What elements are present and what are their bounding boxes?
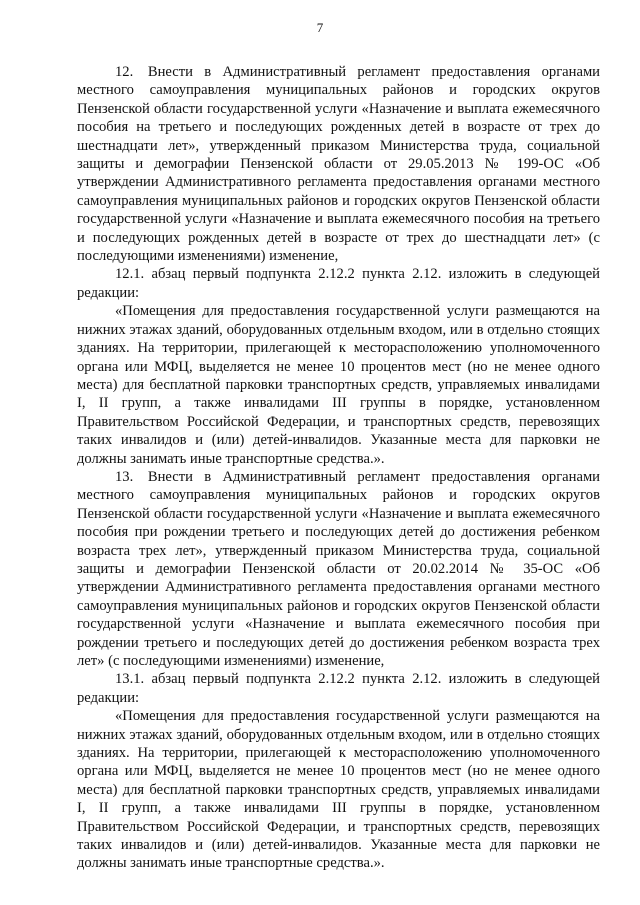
paragraph-item-13: 13. Внести в Административный регламент предоставления органами местного самоуправления муниципальных районов и городских округов Пензенской области государственной услуги «Назначение и выплата ежемесячного пособия при рождении третьего и последующих детей до достижения ребенком возраста трех лет», утвержденный приказом Министерства труда, социальной защиты и демографии Пензенской области от 20.02.2014 № 35-ОС «Об утверждении Административного регламента предоставления органами местного самоуправления муниципальных районов и городских округов Пензенской области государственной услуги «Назначение и выплата ежемесячного пособия при рождении третьего и последующих детей до достижения ребенком возраста трех лет» (с последующими изменениями) изменение, (77, 468, 600, 669)
paragraph-item-12: 12. Внести в Административный регламент предоставления органами местного самоуправления муниципальных районов и городских округов Пензенской области государственной услуги «Назначение и выплата ежемесячного пособия на третьего и последующих рожденных детей в возрасте от трех до шестнадцати лет», утвержденный приказом Министерства труда, социальной защиты и демографии Пензенской области от 29.05.2013 № 199-ОС «Об утверждении Административного регламента предоставления органами местного самоуправления муниципальных районов и городских округов Пензенской области государственной услуги «Назначение и выплата ежемесячного пособия на третьего и последующих рожденных детей в возрасте от трех до шестнадцати лет» (с последующими изменениями) изменение, (77, 64, 600, 265)
paragraph-quote-13-1: «Помещения для предоставления государственной услуги размещаются на нижних этажах зданий, оборудованных отдельным входом, или в отдельно стоящих зданиях. На территории, прилегающей к месторасположению уполномоченного органа или МФЦ, выделяется не менее 10 процентов мест (но не менее одного места) для бесплатной парковки транспортных средств, управляемых инвалидами I, II групп, а также инвалидами III группы в порядке, установленном Правительством Российской Федерации, и транспортных средств, перевозящих таких инвалидов и (или) детей-инвалидов. Указанные места для парковки не должны занимать иные транспортные средства.». (77, 708, 600, 872)
paragraph-quote-12-1: «Помещения для предоставления государственной услуги размещаются на нижних этажах зданий, оборудованных отдельным входом, или в отдельно стоящих зданиях. На территории, прилегающей к месторасположению уполномоченного органа или МФЦ, выделяется не менее 10 процентов мест (но не менее одного места) для бесплатной парковки транспортных средств, управляемых инвалидами I, II групп, а также инвалидами III группы в порядке, установленном Правительством Российской Федерации, и транспортных средств, перевозящих таких инвалидов и (или) детей-инвалидов. Указанные места для парковки не должны занимать иные транспортные средства.». (77, 303, 600, 467)
page-number: 7 (316, 20, 324, 35)
paragraph-subitem-13-1: 13.1. абзац первый подпункта 2.12.2 пункта 2.12. изложить в следующей редакции: (77, 671, 600, 706)
paragraph-subitem-12-1: 12.1. абзац первый подпункта 2.12.2 пункта 2.12. изложить в следующей редакции: (77, 266, 600, 301)
document-body (77, 63, 600, 873)
